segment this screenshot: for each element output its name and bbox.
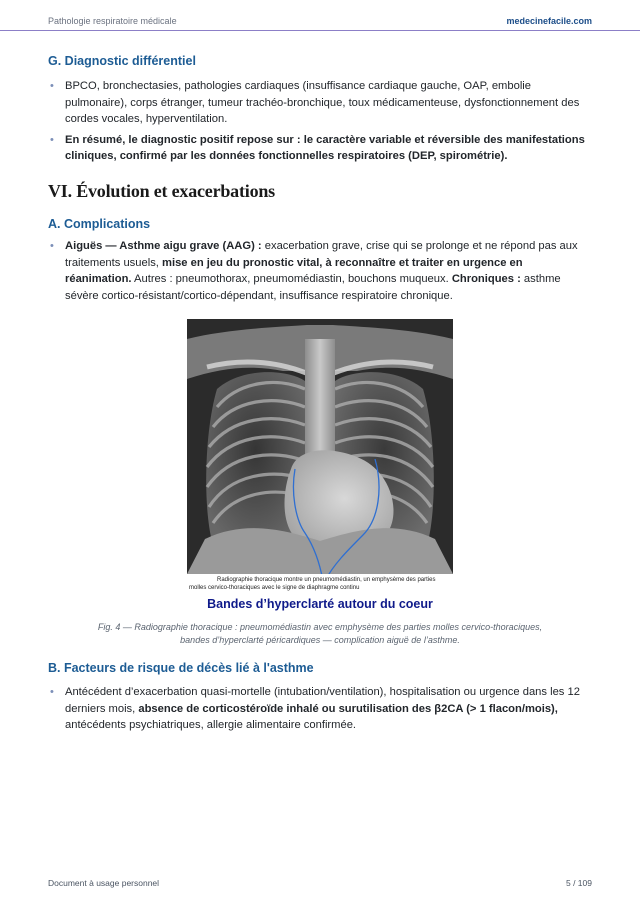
xray-figure	[187, 319, 453, 615]
section-g-list	[48, 78, 592, 165]
bold-text: absence de corticostéroïde inhalé ou surutilisation des β2CA (> 1 flacon/mois),	[138, 702, 558, 715]
list-item	[48, 238, 592, 304]
list-item	[48, 78, 592, 128]
page-number: 5 / 109	[566, 878, 592, 888]
image-caption-line1: Radiographie thoracique montre un pneumomédiastin, un emphysème des parties	[217, 577, 436, 583]
bullet-icon: •	[50, 80, 54, 92]
bullet-icon: •	[50, 133, 54, 146]
body-text: antécédents psychiatriques, allergie alimentaire confirmée.	[65, 719, 357, 731]
list-item-text: BPCO, bronchectasies, pathologies cardiaques (insuffisance cardiaque gauche, OAP, embolie pulmonaire), corps étranger, tumeur trachéo-bronchique, toux médicamenteuse, dysfonctionnement des cordes vocales, hyperventilation.	[65, 80, 580, 125]
bullet-icon: •	[50, 240, 54, 252]
body-text: asthme sévère cortico-résistant/cortico-dépendant, insuffisance respiratoire chronique.	[65, 273, 561, 302]
section-a-list	[48, 238, 592, 304]
footer-label: Document à usage personnel	[48, 878, 160, 888]
body-text: Autres : pneumothorax, pneumomédiastin, bouchons muqueux.	[131, 273, 452, 285]
figure-caption	[48, 621, 592, 647]
section-b-title: B. Facteurs de risque de décès lié à l'asthme	[48, 661, 314, 675]
list-item	[48, 132, 592, 165]
header-title: Pathologie respiratoire médicale	[48, 16, 177, 26]
section-a-title: A. Complications	[48, 217, 151, 231]
bold-text: Chroniques :	[451, 273, 521, 285]
figure-caption-line1: Fig. 4 — Radiographie thoracique : pneumomédiastin avec emphysème des parties molles cervico-thoraciques,	[97, 622, 543, 632]
bold-text: Aiguës — Asthme aigu grave (AAG) :	[65, 240, 262, 252]
body-text: Antécédent d’exacerbation quasi-mortelle (intubation/ventilation), hospitalisation ou urgence dans les 12 derniers mois,	[65, 686, 580, 715]
chest-xray-image	[187, 319, 453, 615]
image-caption-line2: molles cervico-thoraciques avec le signe de diaphragme continu	[189, 585, 360, 591]
page-header	[48, 12, 592, 30]
header-divider	[0, 30, 640, 31]
body-text: exacerbation grave, crise qui se prolonge et ne répond pas aux traitements usuels,	[65, 240, 578, 269]
figure-caption-line2: bandes d’hyperclarté péricardiques — complication aiguë de l’asthme.	[180, 635, 460, 645]
page-footer	[48, 878, 592, 888]
header-site-name: medecinefacile.com	[506, 16, 592, 26]
bullet-icon: •	[50, 686, 54, 698]
section-vi-title: VI. Évolution et exacerbations	[48, 181, 275, 201]
list-item-text: En résumé, le diagnostic positif repose sur : le caractère variable et réversible des manifestations cliniques, confirmé par les données fonctionnelles respiratoires (DEP, spirométrie).	[65, 133, 585, 162]
list-item	[48, 684, 592, 734]
bold-text: mise en jeu du pronostic vital, à reconnaître et traiter en urgence en réanimation.	[65, 256, 523, 285]
section-b-list	[48, 684, 592, 734]
image-title: Bandes d’hyperclarté autour du coeur	[207, 597, 433, 611]
section-g-title: G. Diagnostic différentiel	[48, 54, 196, 68]
